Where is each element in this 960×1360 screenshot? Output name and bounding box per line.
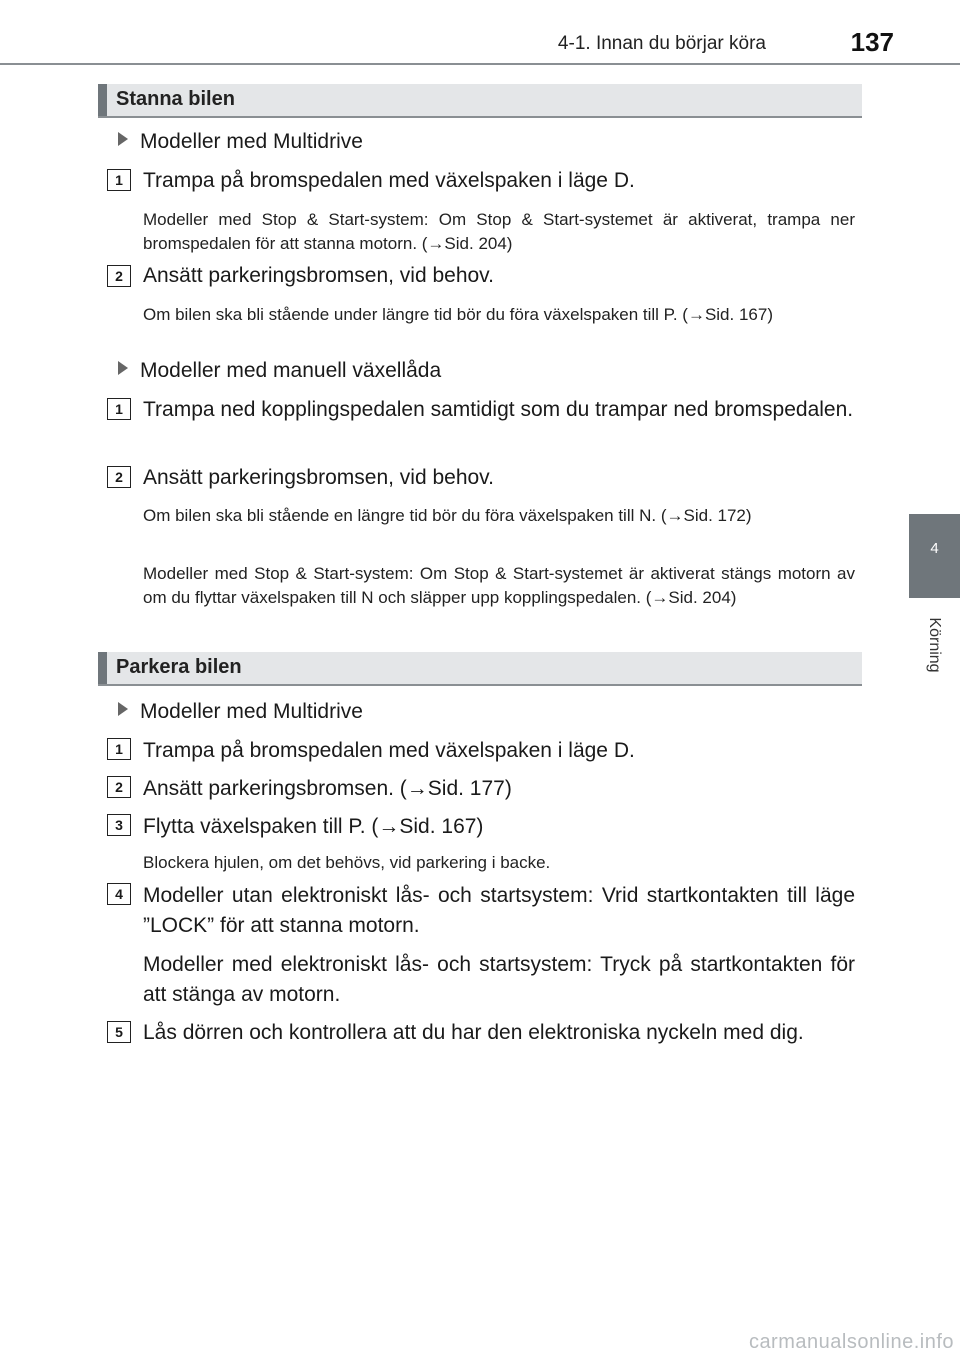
step-number: 1 [107, 738, 131, 760]
step-text: Modeller utan elektroniskt lås- och startsystem: Vrid startkontakten till läge ”LOCK” för att stanna motorn. [143, 884, 855, 937]
step-note: Modeller med Stop & Start-system: Om Stop & Start-systemet är aktiverat, trampa ner bromspedalen för att stanna motorn. (→Sid. 204) [143, 210, 855, 253]
step-note: Om bilen ska bli stående under längre tid bör du föra växelspaken till P. (→Sid. 167) [143, 305, 773, 324]
step-text: Ansätt parkeringsbromsen, vid behov. [143, 264, 494, 287]
step-text: Trampa ned kopplingspedalen samtidigt som du trampar ned bromspedalen. [143, 398, 854, 421]
step-number: 1 [107, 169, 131, 191]
step-number: 3 [107, 814, 131, 836]
chapter-title: 4-1. Innan du börjar köra [557, 33, 766, 54]
step-number: 2 [107, 466, 131, 488]
step-note: Blockera hjulen, om det behövs, vid parkering i backe. [143, 853, 551, 872]
step-note: Om bilen ska bli stående en längre tid bör du föra växelspaken till N. (→Sid. 172) [143, 506, 752, 525]
step-number: 1 [107, 398, 131, 420]
step-text: Trampa på bromspedalen med växelspaken i läge D. [143, 169, 635, 192]
subheading-multidrive: Modeller med Multidrive [118, 700, 363, 724]
header-divider [0, 63, 960, 65]
step-number: 4 [107, 883, 131, 905]
section-header-park [98, 652, 862, 686]
step-text: Modeller med elektroniskt lås- och startsystem: Tryck på startkontakten för att stänga av motorn. [143, 953, 855, 1006]
step-text: Flytta växelspaken till P. (→Sid. 167) [143, 815, 484, 838]
step-text: Trampa på bromspedalen med växelspaken i läge D. [143, 739, 635, 762]
triangle-bullet-icon [118, 361, 128, 375]
triangle-bullet-icon [118, 702, 128, 716]
step-number: 5 [107, 1021, 131, 1043]
section-title: Parkera bilen [116, 656, 242, 678]
subheading-multidrive: Modeller med Multidrive [118, 130, 363, 154]
step-number: 2 [107, 265, 131, 287]
watermark-text: carmanualsonline.info [748, 1331, 954, 1353]
step-text: Ansätt parkeringsbromsen. (→Sid. 177) [143, 777, 512, 800]
section-header-stop [98, 84, 862, 118]
step-note: Modeller med Stop & Start-system: Om Stop & Start-systemet är aktiverat stängs motorn av om du flyttar växelspaken till N och släpper upp kopplingspedalen. (→Sid. 204) [143, 564, 855, 607]
section-title: Stanna bilen [116, 88, 235, 110]
step-text: Ansätt parkeringsbromsen, vid behov. [143, 466, 494, 489]
subheading-manual: Modeller med manuell växellåda [118, 359, 441, 383]
section-header-accent [98, 652, 107, 684]
chapter-tab-number: 4 [930, 540, 939, 557]
triangle-bullet-icon [118, 132, 128, 146]
step-number: 2 [107, 776, 131, 798]
chapter-tab[interactable] [909, 514, 960, 598]
section-header-accent [98, 84, 107, 116]
page-number: 137 [850, 27, 894, 57]
chapter-tab-label: Körning [926, 617, 943, 673]
step-text: Lås dörren och kontrollera att du har den elektroniska nyckeln med dig. [143, 1021, 804, 1044]
